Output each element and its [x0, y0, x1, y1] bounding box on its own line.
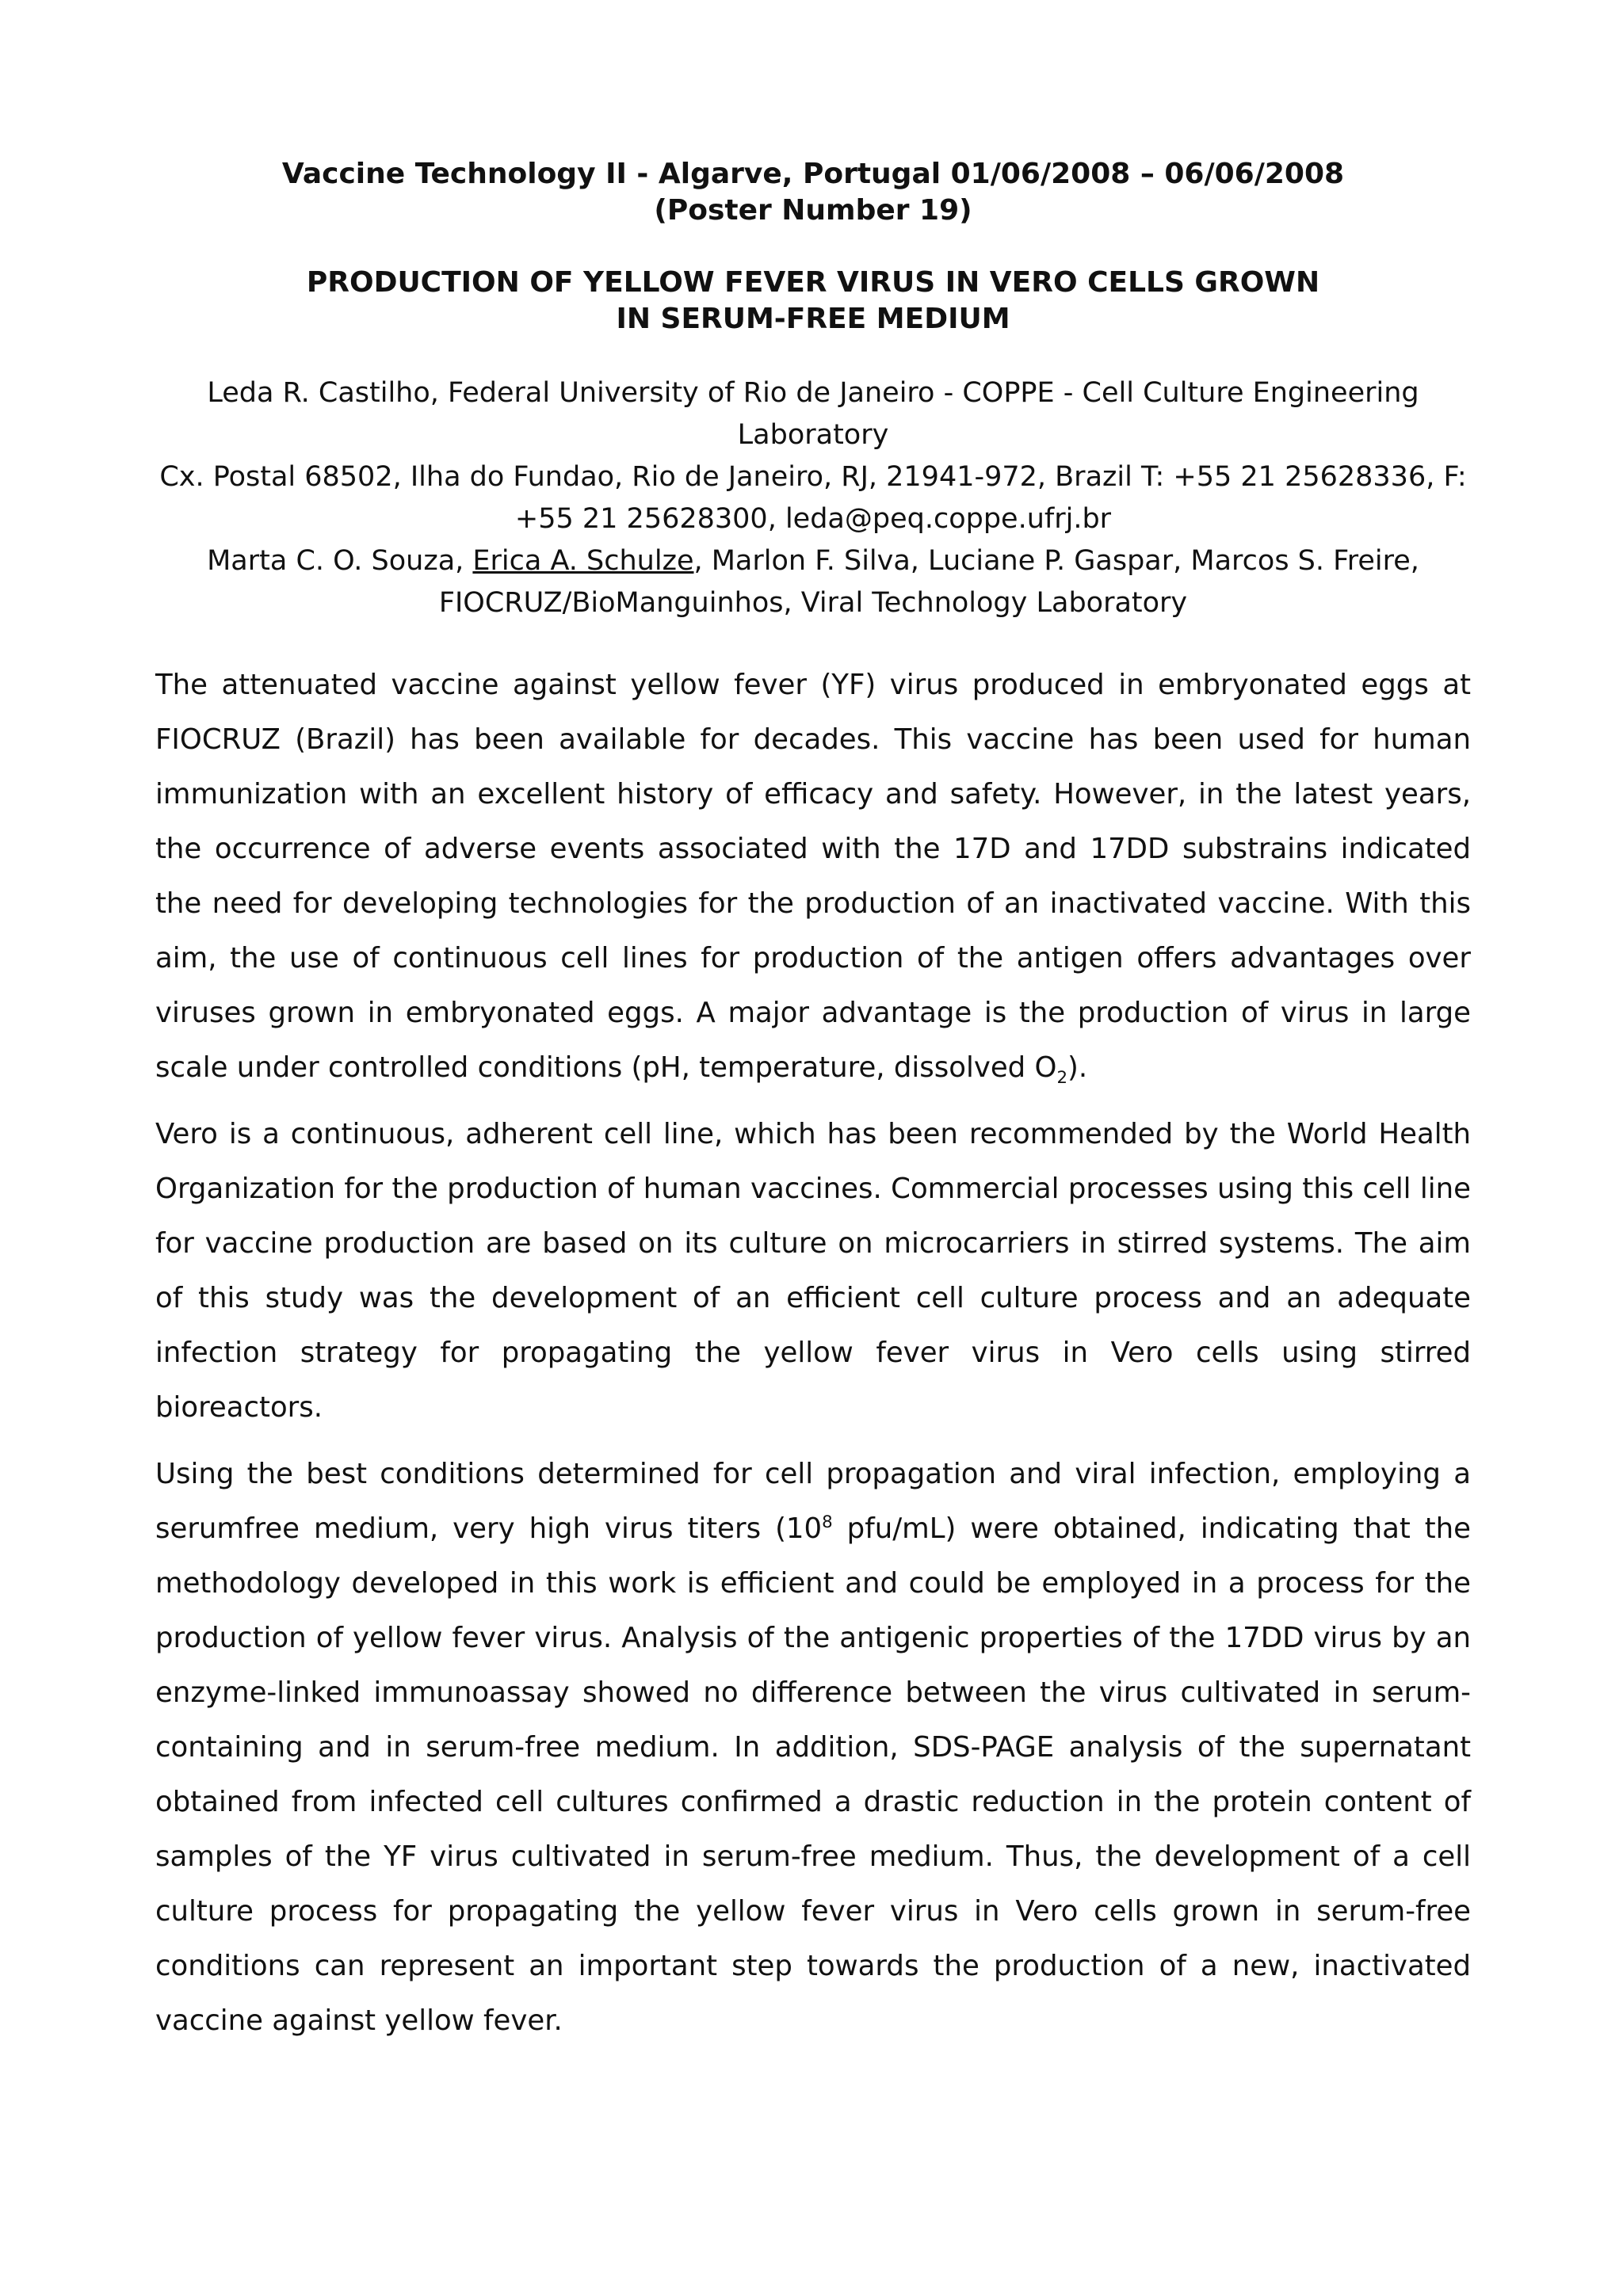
presenting-author: Erica A. Schulze: [472, 545, 694, 577]
conference-line: Vaccine Technology II - Algarve, Portugal 01/06/2008 – 06/06/2008: [281, 158, 1345, 190]
contact-line: +55 21 25628300, leda@peq.coppe.ufrj.br: [514, 503, 1112, 535]
paragraph-3-start: Using the best conditions determined for cell propagation and viral infection, employing a serumfree medium, very high virus titers (10: [155, 1458, 1471, 1545]
paragraph-1-end: ).: [1067, 1051, 1088, 1084]
institution-line: FIOCRUZ/BioManguinhos, Viral Technology Laboratory: [438, 587, 1188, 619]
title-line-2: IN SERUM-FREE MEDIUM: [616, 303, 1010, 335]
address-line: Cx. Postal 68502, Ilha do Fundao, Rio de Janeiro, RJ, 21941-972, Brazil T: +55 21 25628336, F:: [159, 461, 1467, 493]
oxygen-subscript: 2: [1056, 1068, 1068, 1089]
abstract-paragraph-2: Vero is a continuous, adherent cell line, which has been recommended by the World Health Organization for the production of human vaccines. Commercial processes using this cell line for vaccine production are based on its culture on microcarriers in stirred systems. The aim of this study was the development of an efficient cell culture process and an adequate infection strategy for propagating the yellow fever virus in Vero cells using stirred bioreactors.: [155, 1118, 1471, 1424]
affiliation-line-1: Leda R. Castilho, Federal University of Rio de Janeiro - COPPE - Cell Culture Engineering: [207, 377, 1419, 409]
affiliation-line-2: Laboratory: [737, 419, 889, 451]
paragraph-3-rest: pfu/mL) were obtained, indicating that the methodology developed in this work is efficient and could be employed in a process for the production of yellow fever virus. Analysis of the antigenic properties of the 17DD virus by an enzyme-linked immunoassay showed no difference between the virus cultivated in serum-containing and in serum-free medium. In addition, SDS-PAGE analysis of the supernatant obtained from infected cell cultures confirmed a drastic reduction in the protein content of samples of the YF virus cultivated in serum-free medium. Thus, the development of a cell culture process for propagating the yellow fever virus in Vero cells grown in serum-free conditions can represent an important step towards the production of a new, inactivated vaccine against yellow fever.: [155, 1512, 1471, 2037]
paragraph-1-text: The attenuated vaccine against yellow fever (YF) virus produced in embryonated eggs at FIOCRUZ (Brazil) has been available for decades. This vaccine has been used for human immunization with an excellent history of efficacy and safety. However, in the latest years, the occurrence of adverse events associated with the 17D and 17DD substrains indicated the need for developing technologies for the production of an inactivated vaccine. With this aim, the use of continuous cell lines for production of the antigen offers advantages over viruses grown in embryonated eggs. A major advantage is the production of virus in large scale under controlled conditions (pH, temperature, dissolved O: [155, 669, 1471, 1084]
abstract-paragraph-1: [155, 658, 1471, 1095]
abstract-paragraph-3: [155, 1447, 1471, 2048]
authors-before: Marta C. O. Souza,: [207, 545, 473, 577]
titer-exponent: 8: [822, 1512, 833, 1533]
poster-number: (Poster Number 19): [654, 194, 972, 227]
conference-heading: [155, 156, 1471, 229]
title-line-1: PRODUCTION OF YELLOW FEVER VIRUS IN VERO CELLS GROWN: [306, 266, 1320, 299]
paper-title: [155, 265, 1471, 338]
authors-after: , Marlon F. Silva, Luciane P. Gaspar, Marcos S. Freire,: [693, 545, 1419, 577]
abstract-body: [155, 658, 1471, 2060]
authors-line: [155, 540, 1471, 582]
author-affiliation-block: [155, 372, 1471, 624]
